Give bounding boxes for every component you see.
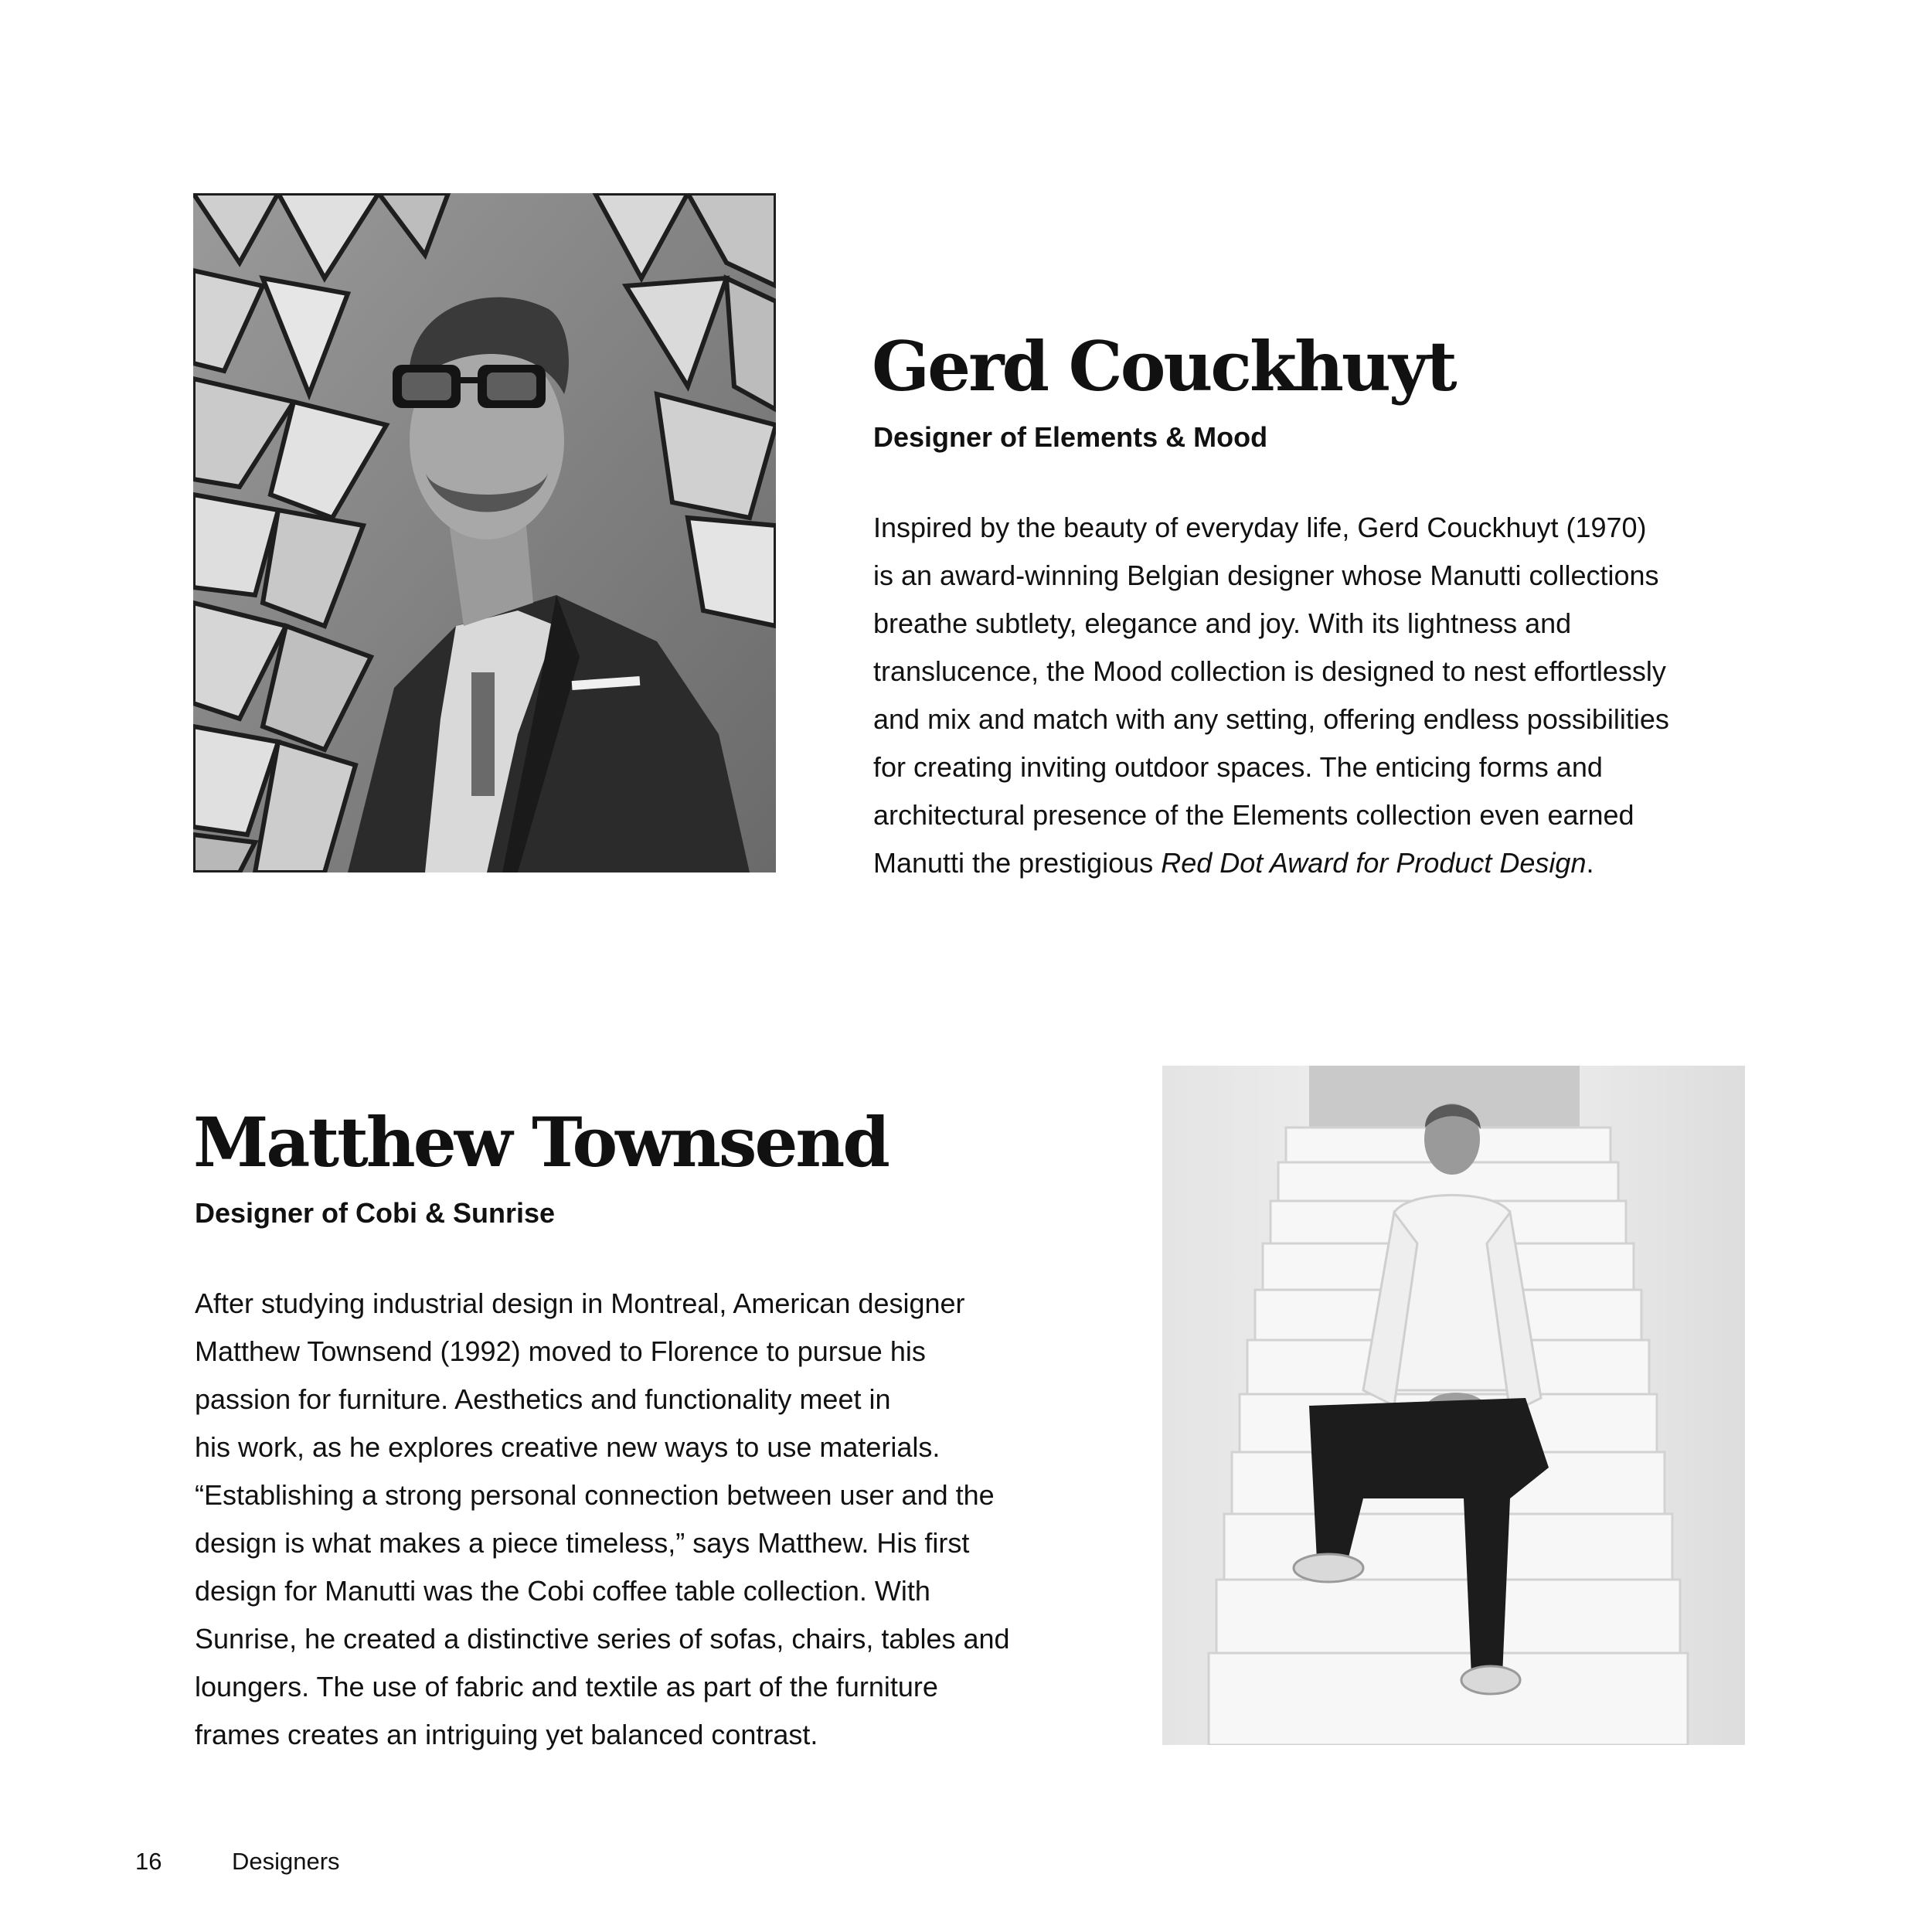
bio-line: translucence, the Mood collection is designed to nest effortlessly bbox=[873, 655, 1666, 687]
portrait-matthew-townsend bbox=[1162, 1066, 1745, 1745]
bio-line: design is what makes a piece timeless,” says Matthew. His first bbox=[195, 1527, 970, 1559]
bio-line: passion for furniture. Aesthetics and functionality meet in bbox=[195, 1383, 891, 1415]
bio-line-award bbox=[873, 839, 1669, 887]
designer-role-matthew: Designer of Cobi & Sunrise bbox=[195, 1197, 556, 1229]
bio-line: architectural presence of the Elements collection even earned bbox=[873, 799, 1634, 831]
designer-name-matthew: Matthew Townsend bbox=[193, 1102, 888, 1182]
bio-text: . bbox=[1586, 847, 1594, 879]
bio-line: frames creates an intriguing yet balanced contrast. bbox=[195, 1719, 818, 1750]
designer-name-gerd: Gerd Couckhuyt bbox=[872, 326, 1455, 406]
portrait-gerd-image bbox=[193, 193, 776, 872]
designer-bio-matthew bbox=[195, 1280, 1010, 1759]
bio-line: breathe subtlety, elegance and joy. With its lightness and bbox=[873, 607, 1572, 639]
page-number: 16 bbox=[135, 1848, 162, 1875]
award-name: Red Dot Award for Product Design bbox=[1161, 847, 1587, 879]
bio-line: Inspired by the beauty of everyday life, Gerd Couckhuyt (1970) bbox=[873, 512, 1647, 543]
bio-line: After studying industrial design in Montreal, American designer bbox=[195, 1287, 965, 1319]
bio-text: Manutti the prestigious bbox=[873, 847, 1162, 879]
bio-line: “Establishing a strong personal connection between user and the bbox=[195, 1479, 995, 1511]
bio-line: Matthew Townsend (1992) moved to Florence to pursue his bbox=[195, 1335, 926, 1367]
bio-line: design for Manutti was the Cobi coffee table collection. With bbox=[195, 1575, 930, 1607]
portrait-gerd-couckhuyt bbox=[193, 193, 776, 872]
bio-line: for creating inviting outdoor spaces. The enticing forms and bbox=[873, 751, 1603, 783]
bio-line: and mix and match with any setting, offering endless possibilities bbox=[873, 703, 1669, 735]
bio-line: Sunrise, he created a distinctive series of sofas, chairs, tables and bbox=[195, 1623, 1010, 1655]
portrait-matthew-image bbox=[1162, 1066, 1745, 1745]
bio-line: is an award-winning Belgian designer whose Manutti collections bbox=[873, 560, 1659, 591]
bio-line: loungers. The use of fabric and textile as part of the furniture bbox=[195, 1671, 938, 1702]
bio-line: his work, as he explores creative new ways to use materials. bbox=[195, 1431, 940, 1463]
designer-role-gerd: Designer of Elements & Mood bbox=[873, 421, 1268, 453]
section-label: Designers bbox=[232, 1848, 340, 1875]
designer-bio-gerd bbox=[873, 504, 1669, 887]
